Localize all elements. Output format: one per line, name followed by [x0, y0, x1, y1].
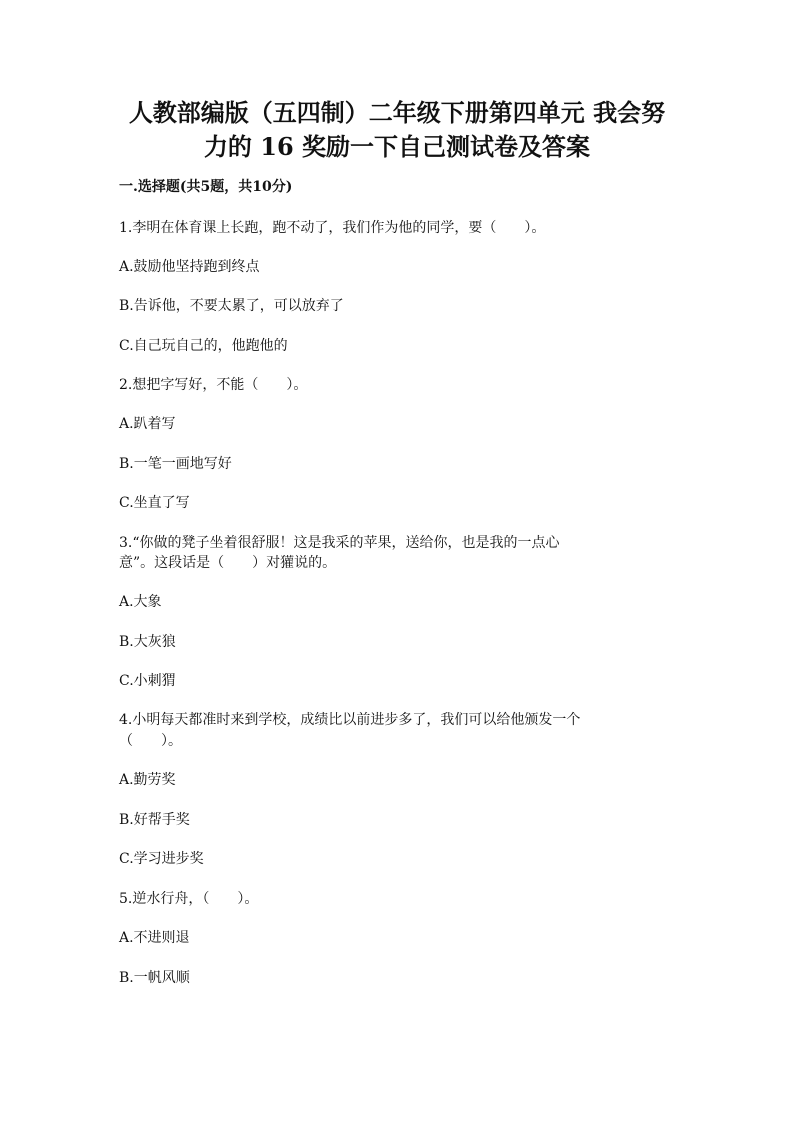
section-heading: 一.选择题(共5题，共10分)	[119, 179, 293, 195]
question-1-option-c: C.自己玩自己的，他跑他的	[119, 338, 288, 354]
question-3-option-a: A.大象	[119, 594, 162, 610]
question-4-option-a: A.勤劳奖	[119, 772, 176, 788]
question-2-option-b: B.一笔一画地写好	[119, 456, 232, 472]
document-title	[100, 96, 694, 164]
title-line-2: 力的 16 奖励一下自己测试卷及答案	[203, 132, 591, 161]
question-4-stem-line-2: （ ）。	[119, 733, 182, 749]
question-5-option-a: A.不进则退	[119, 930, 190, 946]
question-3-stem-line-1: 3.“你做的凳子坐着很舒服！这是我采的苹果，送给你，也是我的一点心	[119, 535, 560, 551]
question-2-option-a: A.趴着写	[119, 416, 176, 432]
question-1-option-a: A.鼓励他坚持跑到终点	[119, 259, 260, 275]
question-3-option-c: C.小刺猬	[119, 673, 176, 689]
question-5-stem: 5.逆水行舟，（ ）。	[119, 891, 259, 907]
question-3-option-b: B.大灰狼	[119, 634, 176, 650]
question-2-option-c: C.坐直了写	[119, 495, 190, 511]
question-5-option-b: B.一帆风顺	[119, 970, 190, 986]
question-4-stem-line-1: 4.小明每天都准时来到学校，成绩比以前进步多了，我们可以给他颁发一个	[119, 712, 581, 728]
question-4-option-c: C.学习进步奖	[119, 851, 204, 867]
question-3-stem-line-2: 意”。这段话是（ ）对獾说的。	[119, 555, 337, 571]
title-line-1: 人教部编版（五四制）二年级下册第四单元 我会努	[128, 98, 666, 127]
question-4-option-b: B.好帮手奖	[119, 812, 190, 828]
question-1-option-b: B.告诉他，不要太累了，可以放弃了	[119, 298, 344, 314]
question-2-stem: 2.想把字写好，不能（ ）。	[119, 377, 308, 393]
question-1-stem: 1.李明在体育课上长跑，跑不动了，我们作为他的同学，要（ ）。	[119, 220, 546, 236]
